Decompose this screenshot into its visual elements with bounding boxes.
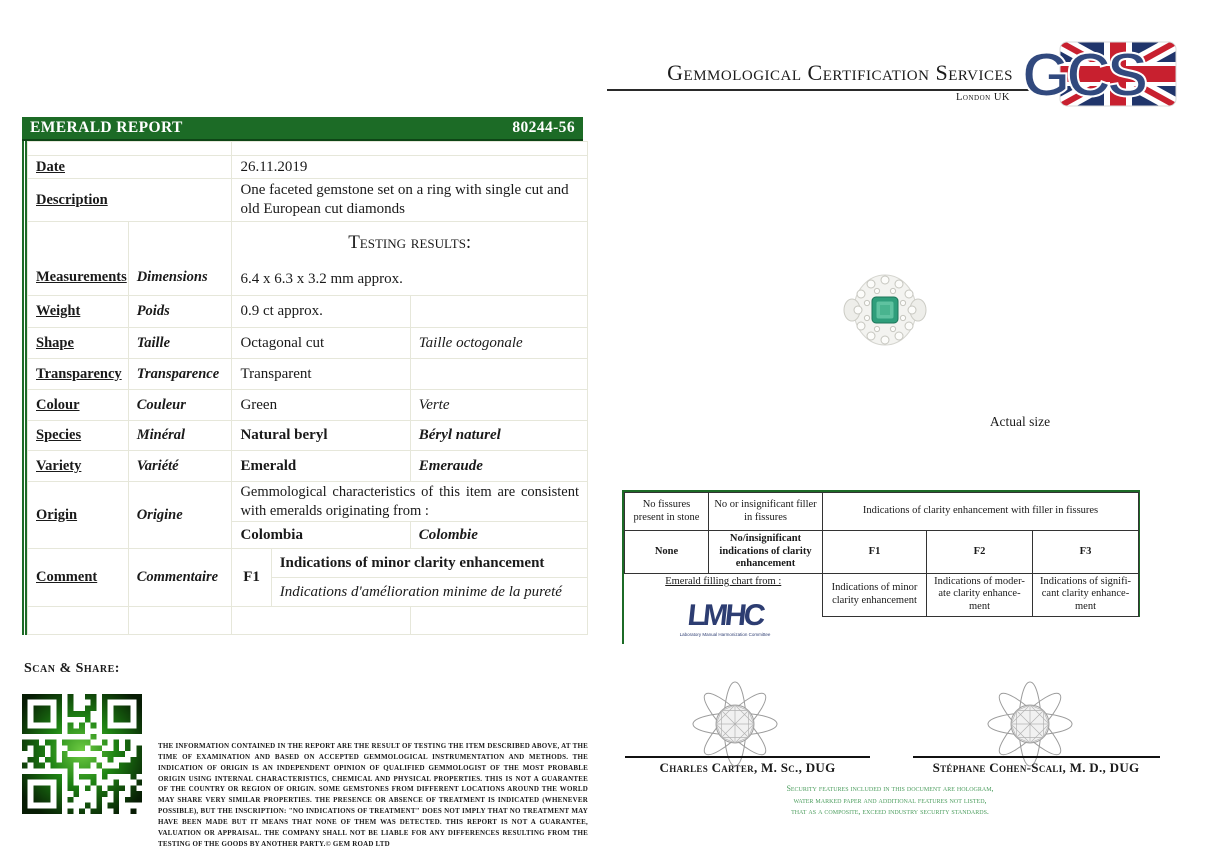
emerald-stone (872, 297, 898, 323)
chart-header-none: No fissures present in stone (625, 493, 709, 531)
lmhc-logo-text: LMHC (685, 599, 765, 632)
spacer-row-bottom (28, 607, 588, 635)
label-measurements: Measurements (28, 222, 129, 296)
value-transparency: Transparent (232, 359, 410, 390)
security-features-note (700, 783, 1080, 818)
value-colour: Green (232, 390, 410, 421)
report-title: EMERALD REPORT (30, 119, 183, 136)
chart-desc-f3: Indications of signifi-cant clarity enhance-ment (1033, 573, 1139, 616)
actual-size-caption: Actual size (989, 414, 1051, 429)
chart-header-filler: Indications of clarity enhancement with filler in fissures (823, 493, 1139, 531)
table-row-weight (28, 296, 588, 328)
qr-code (22, 694, 142, 819)
label-fr-weight: Poids (128, 296, 232, 328)
label-fr-transparency: Transparence (128, 359, 232, 390)
label-variety: Variety (28, 451, 129, 482)
chart-grade-f2: F2 (927, 531, 1033, 574)
table-row-shape (28, 328, 588, 359)
value-fr-comment: Indications d'amélioration minime de la pureté (271, 578, 587, 607)
value-species: Natural beryl (232, 421, 410, 451)
comment-grade: F1 (232, 549, 271, 607)
label-fr-shape: Taille (128, 328, 232, 359)
value-variety: Emerald (232, 451, 410, 482)
scan-share-label: Scan & Share: (24, 661, 120, 676)
label-fr-variety: Variété (128, 451, 232, 482)
chart-grade-insignificant: No/insignificant indications of clarity enhancement (709, 531, 823, 574)
header-divider (607, 89, 1080, 91)
origin-note: Gemmological characteristics of this item are consistent with emeralds originating from : (232, 482, 588, 522)
label-colour: Colour (28, 390, 129, 421)
chart-desc-f1: Indications of minor clarity enhancement (823, 573, 927, 616)
table-row-description (28, 179, 588, 222)
table-row-variety (28, 451, 588, 482)
org-name: Gemmological Certification Services (667, 60, 1013, 85)
label-transparency: Transparency (28, 359, 129, 390)
label-shape: Shape (28, 328, 129, 359)
table-row-transparency (28, 359, 588, 390)
value-shape: Octagonal cut (232, 328, 410, 359)
security-line-2: water marked paper and additional features not listed, (793, 795, 987, 805)
clarity-chart (622, 490, 1140, 617)
chart-source-label: Emerald filling chart from : (665, 575, 782, 587)
label-description: Description (28, 179, 232, 222)
table-row-comment (28, 549, 588, 578)
signature-line-right (913, 756, 1160, 758)
label-date: Date (28, 156, 232, 179)
table-row-species (28, 421, 588, 451)
lmhc-logo-caption: Laboratory Manual Harmonization Committee (679, 632, 771, 637)
value-comment: Indications of minor clarity enhancement (271, 549, 587, 578)
chart-header-insignificant: No or insignificant filler in fissures (709, 493, 823, 531)
label-fr-comment: Commentaire (128, 549, 232, 607)
chart-desc-f2: Indications of moder-ate clarity enhance-ment (927, 573, 1033, 616)
label-species: Species (28, 421, 129, 451)
table-row-measurements (28, 222, 588, 296)
disclaimer-text: THE INFORMATION CONTAINED IN THE REPORT ARE THE RESULT OF TESTING THE ITEM DESCRIBED ABOVE, AT THE TIME OF EXAMINATION AND BASED ON ACCEPTED GEMMOLOGICAL INSTRUMENTATION AND METHODS. THE INDICATION OF ORIGIN IS AN INDEPENDENT OPINION OF QUALIFIED GEMMOLOGIST OF THE MOST PROBABLE ORIGIN USING INTERNAL CHARACTERISTICS, CHEMICAL AND PHYSICAL PROPERTIES. THIS IS NOT A GUARANTEE OF THE COUNTRY OR REGION OF ORIGIN. SOME GEMSTONES FROM DIFFERENT LOCATIONS AROUND THE WORLD MAY SHARE VERY SIMILAR PROPERTIES. THE PRESENCE OR ABSENCE OF TREATMENT IS INDICATED (WHENEVER POSSIBLE), BUT THE INSCRIPTION: "NO INDICATIONS OF TREATMENT" DOES NOT IMPLY THAT NO TREATMENT MAY HAVE BEEN MADE BUT IT MEANS THAT NONE OF THEM WAS DETECTED. THIS REPORT IS NOT A GUARANTEE, VALUATION OR APPRAISAL. THE COMPANY SHALL NOT BE LIABLE FOR ANY DIFFERENCES RESULTING FROM THE TESTING OF THE GOODS BY ANOTHER PARTY.© GEM ROAD LTD (158, 742, 588, 848)
label-fr-origin: Origine (128, 482, 232, 549)
value-fr-species: Béryl naturel (410, 421, 587, 451)
chart-left-border-extension (622, 604, 624, 644)
spacer-row (28, 142, 588, 156)
security-line-3: that as a composite, exceed industry security standards. (791, 807, 989, 817)
chart-grade-row (625, 531, 1139, 574)
label-origin: Origin (28, 482, 129, 549)
chart-grade-f3: F3 (1033, 531, 1139, 574)
gcs-union-jack-logo (1022, 40, 1178, 110)
label-comment: Comment (28, 549, 129, 607)
security-line-1: Security features included in this document are hologram, (786, 784, 994, 793)
table-row-date (28, 156, 588, 179)
value-origin: Colombia (232, 522, 410, 549)
value-description: One faceted gemstone set on a ring with single cut and old European cut diamonds (232, 179, 588, 222)
chart-header-row (625, 493, 1139, 531)
gcs-logo-text: GCS (1022, 41, 1145, 110)
value-weight: 0.9 ct approx. (232, 296, 410, 328)
value-fr-shape: Taille octogonale (410, 328, 587, 359)
value-fr-variety: Emeraude (410, 451, 587, 482)
value-fr-colour: Verte (410, 390, 587, 421)
report-table (22, 141, 588, 635)
org-location: London UK (956, 92, 1010, 103)
signatory-name-left: Charles Carter, M. Sc., DUG (659, 760, 836, 775)
lmhc-logo (640, 601, 810, 637)
signature-line-left (625, 756, 870, 758)
label-fr-measurements: Dimensions (128, 222, 232, 296)
ring-photo (843, 270, 927, 354)
label-fr-colour: Couleur (128, 390, 232, 421)
value-fr-origin: Colombie (410, 522, 587, 549)
table-row-colour (28, 390, 588, 421)
testing-results-header: Testing results: (348, 231, 472, 253)
label-fr-species: Minéral (128, 421, 232, 451)
report-title-bar (22, 117, 583, 141)
signatory-name-right: Stéphane Cohen-Scali, M. D., DUG (932, 760, 1140, 775)
chart-grade-none: None (625, 531, 709, 574)
report-number: 80244-56 (512, 119, 575, 136)
value-measurements: 6.4 x 6.3 x 3.2 mm approx. (240, 271, 403, 288)
chart-grade-f1: F1 (823, 531, 927, 574)
label-weight: Weight (28, 296, 129, 328)
value-date: 26.11.2019 (232, 156, 588, 179)
table-row-origin (28, 482, 588, 522)
